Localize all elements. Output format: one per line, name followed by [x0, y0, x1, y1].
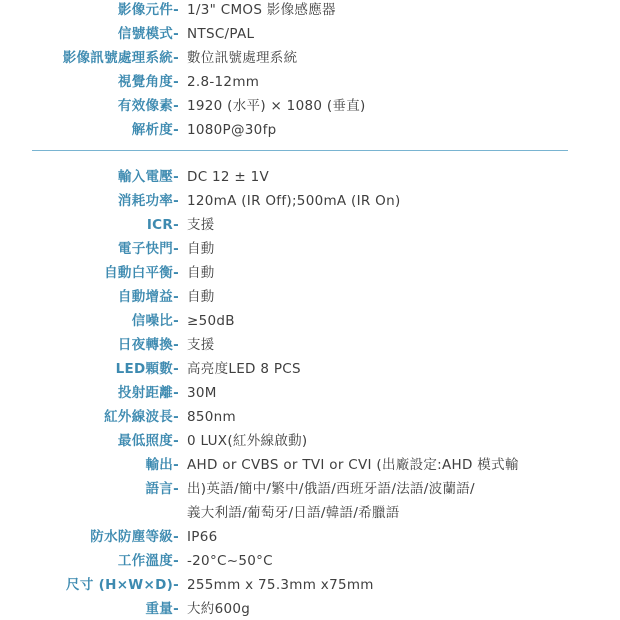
spec-label: 電子快門- — [117, 241, 179, 257]
spec-label: 紅外線波長- — [104, 409, 179, 425]
spec-value: 自動 — [187, 265, 215, 281]
spec-row — [0, 0, 620, 21]
spec-label: 影像元件- — [117, 2, 179, 18]
spec-value: DC 12 ± 1V — [187, 169, 270, 185]
spec-label: 重量- — [145, 601, 179, 617]
spec-label: 投射距離- — [117, 385, 179, 401]
spec-value: 1920 (水平) × 1080 (垂直) — [187, 98, 366, 114]
spec-value: 1080P@30fp — [187, 122, 277, 138]
spec-value: 高亮度LED 8 PCS — [187, 361, 301, 377]
spec-row — [0, 190, 620, 212]
spec-value: 0 LUX(紅外線啟動) — [187, 433, 308, 449]
spec-value: NTSC/PAL — [187, 26, 255, 42]
spec-row — [0, 406, 620, 428]
section-divider — [32, 150, 568, 151]
spec-value: 出)英語/簡中/繁中/俄語/西班牙語/法語/波蘭語/ — [187, 481, 475, 497]
spec-label: 影像訊號處理系統- — [62, 50, 179, 66]
spec-row — [0, 478, 620, 500]
spec-row — [0, 334, 620, 356]
spec-value: 義大利語/葡萄牙/日語/韓語/希臘語 — [187, 505, 400, 521]
spec-label: 防水防塵等級- — [90, 529, 179, 545]
spec-row — [0, 214, 620, 236]
spec-label: LED顆數- — [115, 361, 179, 377]
spec-value: 850nm — [187, 409, 236, 425]
spec-row — [0, 47, 620, 69]
spec-label: 語言- — [145, 481, 179, 497]
spec-value: IP66 — [187, 529, 218, 545]
spec-value: 30M — [187, 385, 217, 401]
spec-value: 大約600g — [187, 601, 251, 617]
spec-label: 消耗功率- — [117, 193, 179, 209]
spec-row — [0, 550, 620, 572]
spec-value: AHD or CVBS or TVI or CVI (出廠設定:AHD 模式輸 — [187, 457, 519, 473]
spec-value: 支援 — [187, 217, 215, 233]
spec-row — [0, 286, 620, 308]
spec-row — [0, 23, 620, 45]
spec-label: 自動增益- — [117, 289, 179, 305]
spec-row — [0, 71, 620, 93]
spec-label: 日夜轉換- — [117, 337, 179, 353]
spec-label: 信號模式- — [117, 26, 179, 42]
spec-value: 自動 — [187, 241, 215, 257]
spec-row — [0, 310, 620, 332]
spec-value: ≥50dB — [187, 313, 235, 329]
spec-row — [0, 454, 620, 476]
spec-row — [0, 574, 620, 596]
spec-row — [0, 502, 620, 524]
spec-row — [0, 430, 620, 452]
spec-label: 信噪比- — [131, 313, 179, 329]
spec-row — [0, 238, 620, 260]
spec-row — [0, 95, 620, 117]
spec-value: -20°C~50°C — [187, 553, 273, 569]
spec-value: 1/3" CMOS 影像感應器 — [187, 2, 336, 18]
spec-label: 工作溫度- — [117, 553, 179, 569]
spec-row — [0, 598, 620, 620]
spec-value: 2.8-12mm — [187, 74, 260, 90]
spec-label: 輸出- — [145, 457, 179, 473]
spec-row — [0, 526, 620, 548]
spec-value: 自動 — [187, 289, 215, 305]
spec-label: 最低照度- — [117, 433, 179, 449]
spec-row — [0, 358, 620, 380]
spec-value: 支援 — [187, 337, 215, 353]
spec-label: 輸入電壓- — [117, 169, 179, 185]
spec-value: 數位訊號處理系統 — [187, 50, 298, 66]
spec-label: 有效像素- — [117, 98, 179, 114]
spec-row — [0, 382, 620, 404]
spec-value: 120mA (IR Off);500mA (IR On) — [187, 193, 401, 209]
spec-row — [0, 166, 620, 188]
spec-value: 255mm x 75.3mm x75mm — [187, 577, 374, 593]
spec-label: 尺寸 (H×W×D)- — [66, 577, 179, 593]
spec-row — [0, 262, 620, 284]
spec-label: 自動白平衡- — [104, 265, 179, 281]
spec-row — [0, 119, 620, 141]
spec-label: 解析度- — [131, 122, 179, 138]
spec-label: 視覺角度- — [117, 74, 179, 90]
spec-label: ICR- — [146, 217, 179, 233]
